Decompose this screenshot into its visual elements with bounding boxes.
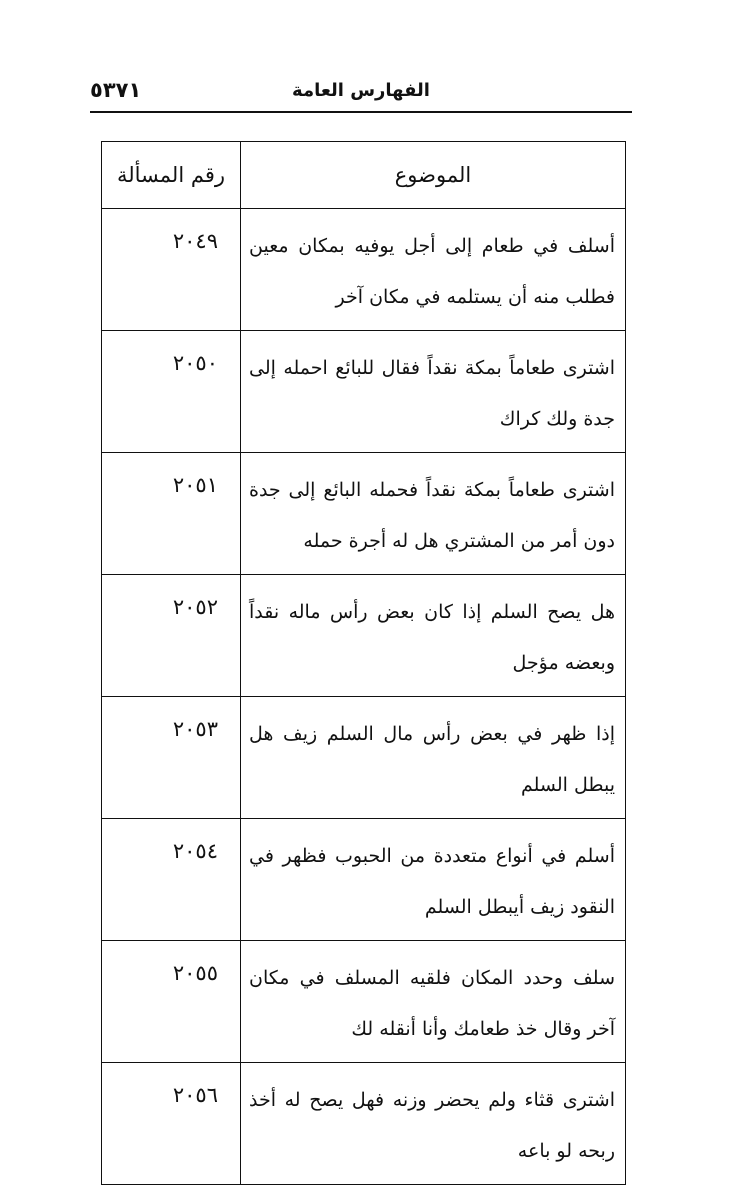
issue-number-cell: ٢٠٥٢ — [102, 575, 241, 697]
topic-cell: اشترى قثاء ولم يحضر وزنه فهل يصح له أخذ ربحه لو باعه — [241, 1063, 626, 1185]
running-header — [90, 80, 632, 116]
issue-number-cell: ٢٠٥٤ — [102, 819, 241, 941]
table-row — [102, 331, 626, 453]
table-row — [102, 819, 626, 941]
topic-cell: أسلف في طعام إلى أجل يوفيه بمكان معين فطلب منه أن يستلمه في مكان آخر — [241, 209, 626, 331]
table-row — [102, 575, 626, 697]
header-title: الفهارس العامة — [292, 80, 430, 101]
issue-number-cell: ٢٠٥٣ — [102, 697, 241, 819]
column-header-number: رقم المسألة — [102, 142, 241, 209]
table-row — [102, 209, 626, 331]
topic-cell: اشترى طعاماً بمكة نقداً فقال للبائع احمله إلى جدة ولك كراك — [241, 331, 626, 453]
topic-cell: اشترى طعاماً بمكة نقداً فحمله البائع إلى جدة دون أمر من المشتري هل له أجرة حمله — [241, 453, 626, 575]
table-header-row — [102, 142, 626, 209]
table-row — [102, 1063, 626, 1185]
issue-number-cell: ٢٠٥١ — [102, 453, 241, 575]
index-table — [101, 141, 626, 1185]
table-row — [102, 697, 626, 819]
topic-cell: هل يصح السلم إذا كان بعض رأس ماله نقداً وبعضه مؤجل — [241, 575, 626, 697]
issue-number-cell: ٢٠٥٥ — [102, 941, 241, 1063]
topic-cell: إذا ظهر في بعض رأس مال السلم زيف هل يبطل السلم — [241, 697, 626, 819]
topic-cell: سلف وحدد المكان فلقيه المسلف في مكان آخر وقال خذ طعامك وأنا أنقله لك — [241, 941, 626, 1063]
issue-number-cell: ٢٠٤٩ — [102, 209, 241, 331]
table-row — [102, 941, 626, 1063]
table-row — [102, 453, 626, 575]
page-number: ٥٣٧١ — [90, 78, 142, 102]
column-header-topic: الموضوع — [241, 142, 626, 209]
topic-cell: أسلم في أنواع متعددة من الحبوب فظهر في النقود زيف أيبطل السلم — [241, 819, 626, 941]
issue-number-cell: ٢٠٥٦ — [102, 1063, 241, 1185]
header-rule — [90, 111, 632, 113]
issue-number-cell: ٢٠٥٠ — [102, 331, 241, 453]
